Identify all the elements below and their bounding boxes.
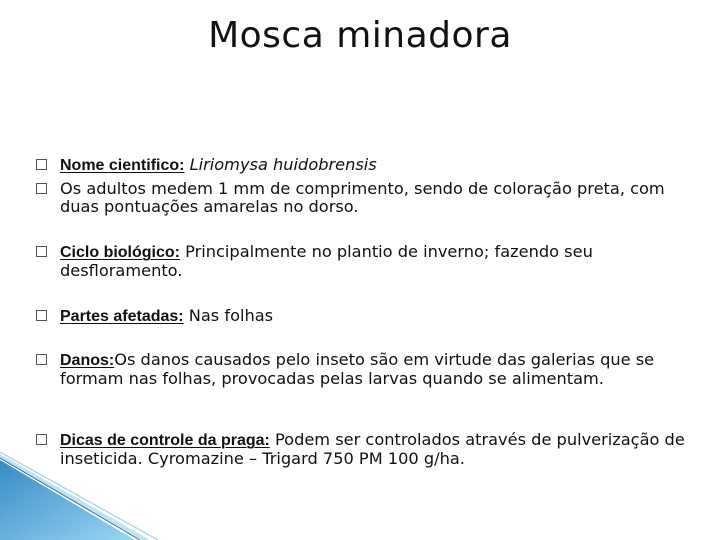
item-label: Partes afetadas:: [60, 308, 184, 325]
bullet-marker-icon: [36, 159, 47, 170]
item-label: Ciclo biológico:: [60, 244, 180, 261]
item-text: Liriomysa huidobrensis: [184, 155, 377, 174]
item-label: Dicas de controle da praga:: [60, 432, 270, 449]
bullet-marker-icon: [36, 183, 47, 194]
bullet-marker-icon: [36, 310, 47, 321]
item-label: Danos:: [60, 352, 115, 369]
item-text: Podem ser controlados através de pulverização de inseticida. Cyromazine – Trigard 750 PM 100 g/ha.: [60, 430, 685, 468]
item-text: Principalmente no plantio de inverno; fazendo seu desfloramento.: [60, 242, 593, 280]
item-label: Nome cientifico:: [60, 157, 185, 174]
list-item-damage: [60, 351, 700, 388]
list-item-affected-parts: [60, 307, 700, 326]
bullet-marker-icon: [36, 354, 47, 365]
item-text: Os danos causados pelo inseto são em virtude das galerias que se formam nas folhas, provocadas pelas larvas quando se alimentam.: [60, 350, 655, 388]
list-item-biological-cycle: [60, 243, 700, 280]
corner-decoration: [0, 440, 200, 540]
list-item-scientific-name: [60, 156, 700, 175]
bullet-marker-icon: [36, 246, 47, 257]
list-item-adults: [60, 180, 700, 216]
item-text: Os adultos medem 1 mm de comprimento, sendo de coloração preta, com duas pontuações amarelas no dorso.: [60, 179, 665, 216]
item-text: Nas folhas: [183, 306, 274, 325]
slide-title: Mosca minadora: [208, 15, 512, 56]
corner-triangle: [0, 460, 135, 540]
